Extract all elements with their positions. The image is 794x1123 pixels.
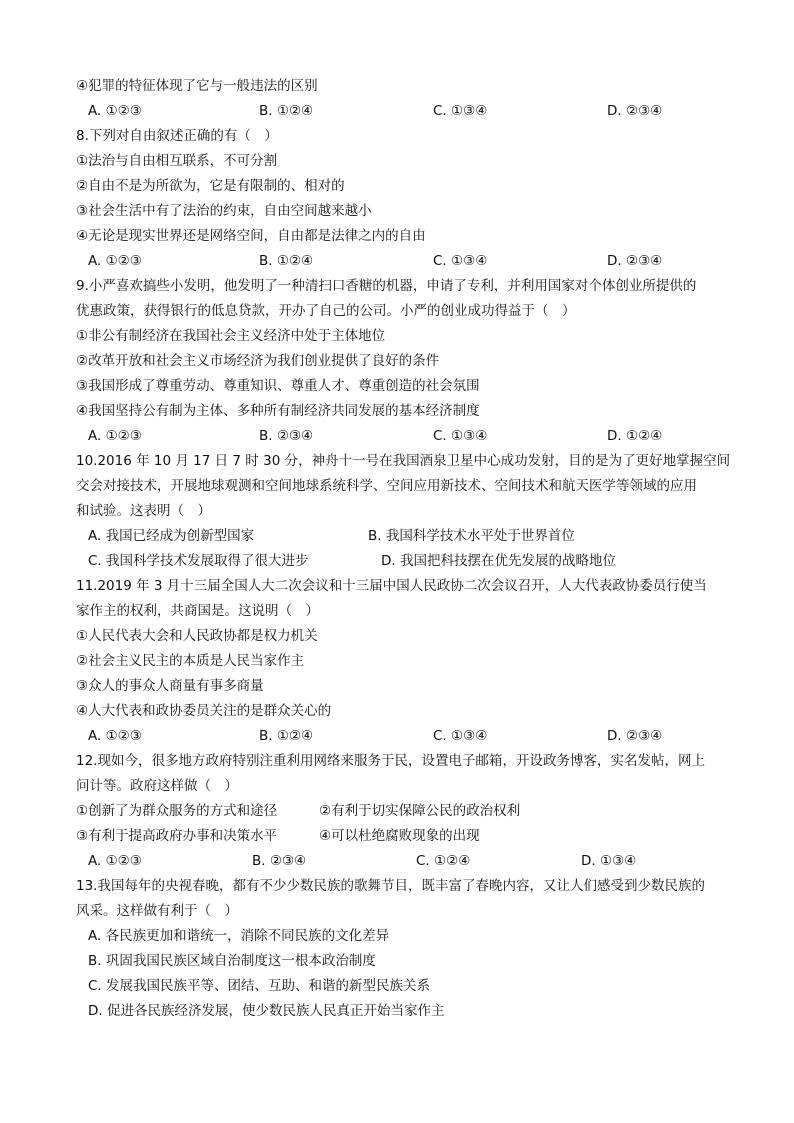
q8-option-c[interactable]: C. ①③④ xyxy=(433,253,488,269)
q13-option-c[interactable]: C. 发展我国民族平等、团结、互助、和谐的新型民族关系 xyxy=(88,978,431,994)
q10-option-c[interactable]: C. 我国科学技术发展取得了很大进步 xyxy=(88,553,309,569)
q10-stem-line-3: 和试验。这表明（ ） xyxy=(76,503,211,519)
q12-statement-1: ①创新了为群众服务的方式和途径 xyxy=(76,803,278,819)
q8-option-d[interactable]: D. ②③④ xyxy=(607,253,663,269)
q12-statements-row-1 xyxy=(76,799,726,824)
q9-statement-2: ②改革开放和社会主义市场经济为我们创业提供了良好的条件 xyxy=(76,353,440,369)
q9-statement-3: ③我国形成了尊重劳动、尊重知识、尊重人才、尊重创造的社会氛围 xyxy=(76,378,480,394)
q7-options xyxy=(76,99,726,124)
q11-option-c[interactable]: C. ①③④ xyxy=(433,728,488,744)
q12-statement-3: ③有利于提高政府办事和决策水平 xyxy=(76,828,278,844)
q8-options xyxy=(76,249,726,274)
q8-statement-2: ②自由不是为所欲为，它是有限制的、相对的 xyxy=(76,178,345,194)
q9-option-b[interactable]: B. ②③④ xyxy=(259,428,314,444)
q8-statement-1: ①法治与自由相互联系，不可分割 xyxy=(76,153,278,169)
q11-options xyxy=(76,724,726,749)
q12-statement-4: ④可以杜绝腐败现象的出现 xyxy=(319,828,480,844)
exam-page xyxy=(76,74,731,1024)
q8-option-b[interactable]: B. ①②④ xyxy=(259,253,314,269)
q12-option-c[interactable]: C. ①②④ xyxy=(416,853,471,869)
q10-stem-line-2: 交会对接技术，开展地球观测和空间地球系统科学、空间应用新技术、空间技术和航天医学等领域的应用 xyxy=(76,478,697,494)
q11-statement-2: ②社会主义民主的本质是人民当家作主 xyxy=(76,653,305,669)
q9-statement-1: ①非公有制经济在我国社会主义经济中处于主体地位 xyxy=(76,328,386,344)
q12-option-d[interactable]: D. ①③④ xyxy=(581,853,637,869)
q7-option-d[interactable]: D. ②③④ xyxy=(607,103,663,119)
q8-statement-4: ④无论是现实世界还是网络空间，自由都是法律之内的自由 xyxy=(76,228,426,244)
q12-option-b[interactable]: B. ②③④ xyxy=(252,853,307,869)
q9-options xyxy=(76,424,726,449)
q10-options-row-1 xyxy=(76,524,726,549)
q11-stem-line-1: 11.2019 年 3 月十三届全国人大二次会议和十三届中国人民政协二次会议召开，人大代表政协委员行使当 xyxy=(76,578,707,594)
q9-statement-4: ④我国坚持公有制为主体、多种所有制经济共同发展的基本经济制度 xyxy=(76,403,480,419)
q12-stem-line-1: 12.现如今，很多地方政府特别注重利用网络来服务于民，设置电子邮箱，开设政务博客，实名发帖，网上 xyxy=(76,753,705,769)
q10-option-b[interactable]: B. 我国科学技术水平处于世界首位 xyxy=(368,528,575,544)
q7-statement-4: ④犯罪的特征体现了它与一般违法的区别 xyxy=(76,78,318,94)
q10-option-a[interactable]: A. 我国已经成为创新型国家 xyxy=(88,528,255,544)
q12-statements-row-2 xyxy=(76,824,726,849)
q11-option-b[interactable]: B. ①②④ xyxy=(259,728,314,744)
q11-statement-1: ①人民代表大会和人民政协都是权力机关 xyxy=(76,628,318,644)
q11-statement-3: ③众人的事众人商量有事多商量 xyxy=(76,678,264,694)
q12-options xyxy=(76,849,726,874)
q13-option-b[interactable]: B. 巩固我国民族区域自治制度这一根本政治制度 xyxy=(88,953,376,969)
q7-option-c[interactable]: C. ①③④ xyxy=(433,103,488,119)
q10-stem-line-1: 10.2016 年 10 月 17 日 7 时 30 分，神舟十一号在我国酒泉卫星中心成功发射，目的是为了更好地掌握空间 xyxy=(76,453,731,469)
q11-option-d[interactable]: D. ②③④ xyxy=(607,728,663,744)
q13-option-d[interactable]: D. 促进各民族经济发展，使少数民族人民真正开始当家作主 xyxy=(88,1003,445,1019)
q9-stem-line-1: 9.小严喜欢搞些小发明，他发明了一种清扫口香糖的机器，申请了专利，并利用国家对个体创业所提供的 xyxy=(76,278,697,294)
q13-option-a[interactable]: A. 各民族更加和谐统一，消除不同民族的文化差异 xyxy=(88,928,390,944)
q7-option-b[interactable]: B. ①②④ xyxy=(259,103,314,119)
q7-option-a[interactable]: A. ①②③ xyxy=(88,103,142,119)
q11-stem-line-2: 家作主的权利，共商国是。这说明（ ） xyxy=(76,603,319,619)
q11-statement-4: ④人大代表和政协委员关注的是群众关心的 xyxy=(76,703,332,719)
q13-stem-line-2: 风采。这样做有利于（ ） xyxy=(76,903,238,919)
q9-option-a[interactable]: A. ①②③ xyxy=(88,428,142,444)
q13-stem-line-1: 13.我国每年的央视春晚，都有不少少数民族的歌舞节目，既丰富了春晚内容，又让人们感受到少数民族的 xyxy=(76,878,705,894)
q12-option-a[interactable]: A. ①②③ xyxy=(88,853,142,869)
q12-stem-line-2: 问计等。政府这样做（ ） xyxy=(76,778,238,794)
q8-option-a[interactable]: A. ①②③ xyxy=(88,253,142,269)
q10-option-d[interactable]: D. 我国把科技摆在优先发展的战略地位 xyxy=(381,553,616,569)
q8-statement-3: ③社会生活中有了法治的约束，自由空间越来越小 xyxy=(76,203,372,219)
q9-option-d[interactable]: D. ①②④ xyxy=(607,428,663,444)
q10-options-row-2 xyxy=(76,549,726,574)
q11-option-a[interactable]: A. ①②③ xyxy=(88,728,142,744)
q9-stem-line-2: 优惠政策，获得银行的低息贷款，开办了自己的公司。小严的创业成功得益于（ ） xyxy=(76,303,576,319)
q8-stem: 8.下列对自由叙述正确的有（ ） xyxy=(76,128,278,144)
q9-option-c[interactable]: C. ①③④ xyxy=(433,428,488,444)
q12-statement-2: ②有利于切实保障公民的政治权利 xyxy=(319,803,521,819)
